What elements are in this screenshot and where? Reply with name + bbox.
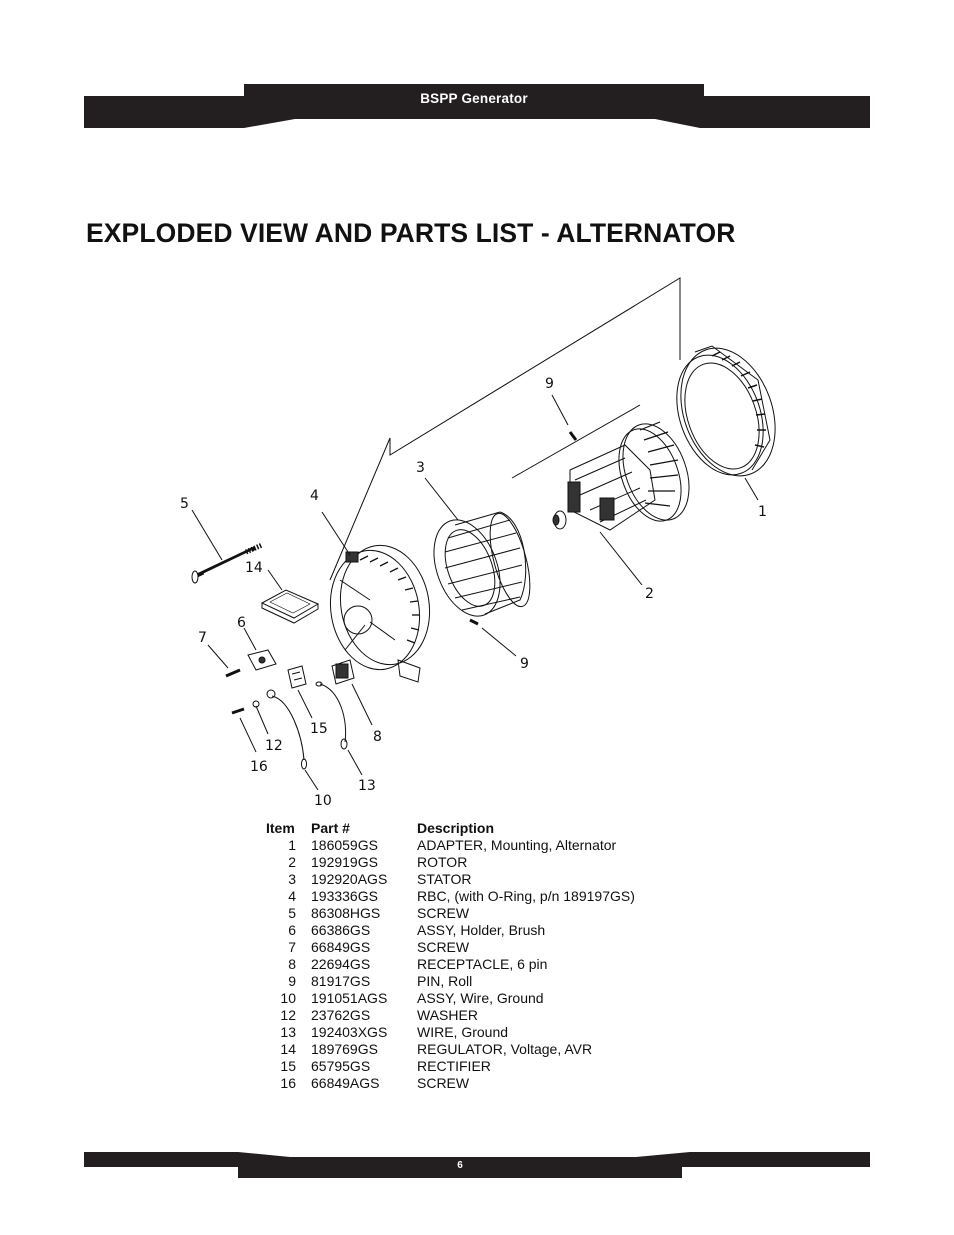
callout-9-lower: 9 [520, 656, 529, 672]
description-cell: SCREW [417, 939, 470, 955]
header-part-number: Part # [311, 820, 350, 836]
callout-6: 6 [237, 615, 246, 631]
description-cell: WIRE, Ground [417, 1024, 509, 1040]
description-cell: RECEPTACLE, 6 pin [417, 956, 548, 972]
description-cell: RBC, (with O-Ring, p/n 189197GS) [417, 888, 635, 904]
callout-13: 13 [358, 778, 376, 794]
table-row [266, 854, 635, 871]
table-row [266, 956, 635, 973]
item-cell: 8 [288, 956, 296, 972]
part-number-cell: 192920AGS [311, 871, 388, 887]
callout-5: 5 [180, 496, 189, 512]
callout-10: 10 [314, 793, 332, 809]
table-row [266, 1007, 635, 1024]
parts-table-body [266, 837, 635, 1092]
item-cell: 1 [288, 837, 296, 853]
exploded-view-diagram [0, 260, 954, 820]
part-number-cell: 66849AGS [311, 1075, 380, 1091]
callout-1: 1 [758, 504, 767, 520]
table-row [266, 905, 635, 922]
table-row [266, 1075, 635, 1092]
part-number-cell: 192919GS [311, 854, 378, 870]
item-cell: 9 [288, 973, 296, 989]
rotor-part [553, 415, 701, 530]
item-cell: 15 [280, 1058, 296, 1074]
part-number-cell: 65795GS [311, 1058, 371, 1074]
rectifier-part [288, 666, 306, 688]
item-cell: 7 [288, 939, 296, 955]
description-cell: SCREW [417, 905, 470, 921]
regulator-part [262, 590, 318, 623]
callout-12: 12 [265, 738, 283, 754]
part-number-cell: 66386GS [311, 922, 371, 938]
item-cell: 2 [288, 854, 296, 870]
callout-8: 8 [373, 729, 382, 745]
callout-2: 2 [645, 586, 654, 602]
brush-holder-part [248, 650, 276, 670]
description-cell: WASHER [417, 1007, 478, 1023]
table-row [266, 837, 635, 854]
callout-9-upper: 9 [545, 376, 554, 392]
header-title: BSPP Generator [420, 91, 528, 106]
stator-part [422, 509, 538, 625]
header-description: Description [417, 820, 495, 836]
callout-16: 16 [250, 759, 268, 775]
table-header-row [266, 820, 635, 837]
description-cell: REGULATOR, Voltage, AVR [417, 1041, 593, 1057]
item-cell: 6 [288, 922, 296, 938]
part-number-cell: 66849GS [311, 939, 371, 955]
ground-wire-assy-part [272, 696, 307, 769]
table-row [266, 922, 635, 939]
parts-list-table [266, 820, 635, 1092]
table-row [266, 888, 635, 905]
part-number-cell: 191051AGS [311, 990, 388, 1006]
description-cell: PIN, Roll [417, 973, 473, 989]
adapter-part [661, 335, 792, 489]
description-cell: ASSY, Holder, Brush [417, 922, 546, 938]
description-cell: STATOR [417, 871, 472, 887]
page-number: 6 [457, 1160, 463, 1171]
callout-4: 4 [310, 488, 319, 504]
part-number-cell: 22694GS [311, 956, 371, 972]
callout-labels [180, 376, 767, 809]
item-cell: 13 [280, 1024, 296, 1040]
item-cell: 14 [280, 1041, 296, 1057]
page-title: EXPLODED VIEW AND PARTS LIST - ALTERNATOR [86, 218, 736, 248]
item-cell: 4 [288, 888, 296, 904]
item-cell: 16 [280, 1075, 296, 1091]
table-row [266, 1041, 635, 1058]
callout-3: 3 [416, 460, 425, 476]
part-number-cell: 186059GS [311, 837, 378, 853]
table-row [266, 990, 635, 1007]
description-cell: SCREW [417, 1075, 470, 1091]
item-cell: 12 [280, 1007, 296, 1023]
callout-15: 15 [310, 721, 328, 737]
description-cell: ASSY, Wire, Ground [417, 990, 544, 1006]
table-row [266, 871, 635, 888]
ground-wire-part [316, 682, 347, 749]
table-row [266, 1024, 635, 1041]
description-cell: ROTOR [417, 854, 468, 870]
header-item: Item [266, 820, 295, 836]
table-row [266, 939, 635, 956]
callout-14: 14 [245, 560, 263, 576]
part-number-cell: 86308HGS [311, 905, 381, 921]
part-number-cell: 193336GS [311, 888, 378, 904]
description-cell: RECTIFIER [417, 1058, 491, 1074]
table-row [266, 973, 635, 990]
description-cell: ADAPTER, Mounting, Alternator [417, 837, 617, 853]
receptacle-part [332, 660, 354, 684]
item-cell: 3 [288, 871, 296, 887]
part-number-cell: 23762GS [311, 1007, 371, 1023]
item-cell: 10 [280, 990, 296, 1006]
part-number-cell: 189769GS [311, 1041, 378, 1057]
callout-7: 7 [198, 630, 207, 646]
table-row [266, 1058, 635, 1075]
part-number-cell: 192403XGS [311, 1024, 388, 1040]
item-cell: 5 [288, 905, 296, 921]
part-number-cell: 81917GS [311, 973, 371, 989]
